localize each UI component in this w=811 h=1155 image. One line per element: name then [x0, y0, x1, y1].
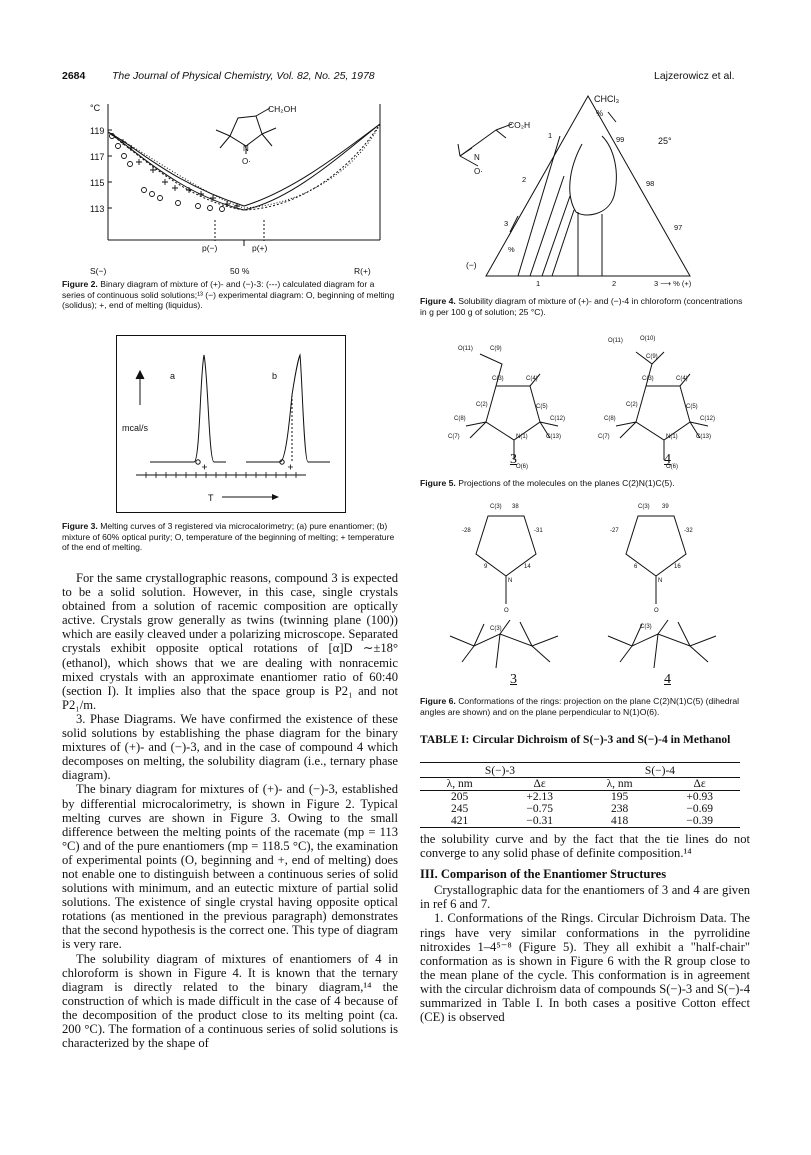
- svg-text:2: 2: [522, 175, 527, 184]
- svg-text:%: %: [596, 109, 604, 118]
- temperature-label: 25°: [658, 136, 672, 146]
- paragraph: 3. Phase Diagrams. We have confirmed the existence of these solid solutions by establishing the phase diagram for the binary mixtures of (+)- and (−)-3, and in the case of compound 4 which decomposes on melting, the solubility diagram (i.e., ternary phase diagram).: [62, 711, 398, 783]
- svg-text:-32: -32: [684, 528, 693, 534]
- svg-text:3 ⟶ % (+): 3 ⟶ % (+): [654, 279, 692, 288]
- svg-text:C(3): C(3): [490, 626, 502, 632]
- n-label: N: [243, 144, 249, 153]
- column-header: Δε: [533, 778, 546, 790]
- svg-text:O(11): O(11): [458, 346, 473, 352]
- ring-3: [486, 386, 540, 440]
- svg-text:1: 1: [536, 279, 541, 288]
- curve-b-label: b: [272, 371, 278, 381]
- column-header: λ, nm: [606, 778, 633, 790]
- column-header: λ, nm: [446, 778, 473, 790]
- svg-text:9: 9: [484, 564, 488, 570]
- figure-5-projections: [440, 328, 740, 476]
- x-mid-label: 50 %: [230, 266, 250, 276]
- svg-text:O(6): O(6): [516, 464, 528, 470]
- svg-text:3: 3: [504, 219, 509, 228]
- figure-6-compound-3: 3: [510, 672, 517, 687]
- figure-4-solubility-diagram: [418, 86, 754, 294]
- solidus-curve: [108, 124, 380, 210]
- svg-text:14: 14: [524, 564, 531, 570]
- svg-text:38: 38: [512, 504, 519, 510]
- compound-3-number: 3: [510, 452, 517, 467]
- p-minus-label: p(−): [202, 243, 218, 253]
- paragraph: the solubility curve and by the fact that the tie lines do not converge to any solid phase of definite composition.¹⁴: [420, 832, 750, 861]
- ring-4: [636, 386, 690, 440]
- svg-text:%: %: [508, 245, 515, 254]
- svg-text:N: N: [508, 578, 513, 584]
- compound-4-number: 4: [664, 452, 671, 467]
- svg-text:C(3): C(3): [640, 624, 652, 630]
- paragraph: The binary diagram for mixtures of (+)- and (−)-3, established by differential microcalorimetry, is shown in Figure 2. Typical melting curves are shown in Figure 3. Owing to the small difference between the melting points of the racemate (mp = 113 °C) and of the pure enantiomers (mp = 118.5 °C), the examination of experimental points (O, beginning and +, end of melting) does not enable one to distinguish between a continuous series of solid solutions with minimum, and an eutectic mixture of partial solid solutions. The existence of single crystal having opposite optical rotations (as mentioned in the previous paragraph) demonstrates that the second hypothesis is the correct one. This type of diagram is very rare.: [62, 782, 398, 952]
- running-author: Lajzerowicz et al.: [654, 70, 735, 82]
- paragraph: Crystallographic data for the enantiomers of 3 and 4 are given in ref 6 and 7.: [420, 883, 750, 912]
- table-row: 245 −0.75 238 −0.69: [451, 803, 713, 815]
- y-tick: 115: [90, 178, 105, 188]
- svg-text:C(3): C(3): [638, 504, 650, 510]
- chcl3-label: CHCl₃: [594, 94, 620, 104]
- curve-b: [246, 355, 330, 462]
- svg-text:C(7): C(7): [598, 434, 610, 440]
- svg-text:C(4): C(4): [526, 376, 538, 382]
- figure-3-caption: Figure 3. Melting curves of 3 registered via microcalorimetry; (a) pure enantiomer; (b) mixture of 60% optical purity; O, temperature of the beginning of melting; + temperature of the end of melting.: [62, 521, 395, 552]
- svg-text:-27: -27: [610, 528, 619, 534]
- svg-text:C(2): C(2): [476, 402, 488, 408]
- svg-text:C(8): C(8): [604, 416, 616, 422]
- svg-text:C(7): C(7): [448, 434, 460, 440]
- svg-text:99: 99: [616, 135, 625, 144]
- section-heading: III. Comparison of the Enantiomer Structures: [420, 867, 667, 882]
- x-axis-label: T: [208, 493, 214, 503]
- svg-text:O·: O·: [474, 167, 483, 176]
- y-axis-label: mcal/s: [122, 423, 149, 433]
- svg-text:2: 2: [612, 279, 617, 288]
- svg-text:N: N: [658, 578, 663, 584]
- svg-text:C(5): C(5): [686, 404, 698, 410]
- svg-text:C(13): C(13): [546, 434, 562, 440]
- svg-text:N(1): N(1): [666, 434, 678, 440]
- svg-text:N: N: [474, 153, 480, 162]
- y-tick: 117: [90, 152, 105, 162]
- table-row: 421 −0.31 418 −0.39: [420, 815, 740, 828]
- solubility-curve: [570, 136, 617, 215]
- p-plus-label: p(+): [252, 243, 268, 253]
- svg-text:C(8): C(8): [454, 416, 466, 422]
- column-header: Δε: [693, 778, 706, 790]
- figure-6-conformations: [440, 496, 740, 696]
- paragraph: The solubility diagram of mixtures of enantiomers of 4 in chloroform is shown in Figure 4. It is known that the ternary diagram is directly related to the binary diagram,¹⁴ the construction of which is made difficult in the case of 4 because of the decomposition of the product close to its melting point (ca. 200 °C). The formation of a continuous series of solid solutions is characterized by the shape of: [62, 951, 398, 1051]
- calculated-curve: [108, 124, 380, 210]
- svg-text:C(12): C(12): [550, 416, 566, 422]
- svg-text:N(1): N(1): [516, 434, 528, 440]
- svg-text:C(9): C(9): [646, 354, 658, 360]
- svg-text:C(3): C(3): [642, 376, 654, 382]
- svg-text:C(3): C(3): [490, 504, 502, 510]
- svg-text:C(12): C(12): [700, 416, 716, 422]
- svg-text:-28: -28: [462, 528, 471, 534]
- table-row: 205 +2.13 195 +0.93: [451, 791, 713, 803]
- figure-5-caption: Figure 5. Projections of the molecules on the planes C(2)N(1)C(5).: [420, 478, 675, 488]
- svg-text:97: 97: [674, 223, 683, 232]
- curve-a: [150, 355, 226, 462]
- svg-text:C(13): C(13): [696, 434, 712, 440]
- x-left-label: S(−): [90, 266, 107, 276]
- svg-text:39: 39: [662, 504, 669, 510]
- curve-a-label: a: [170, 371, 176, 381]
- left-vertex-label: (−): [466, 260, 477, 270]
- svg-text:O: O: [504, 608, 509, 614]
- svg-text:C(9): C(9): [490, 346, 502, 352]
- svg-text:C(5): C(5): [536, 404, 548, 410]
- svg-text:1: 1: [548, 131, 553, 140]
- figure-2-binary-diagram: [60, 90, 400, 278]
- svg-text:16: 16: [674, 564, 681, 570]
- table-1: [420, 762, 740, 828]
- svg-text:O(10): O(10): [640, 336, 656, 342]
- svg-text:C(4): C(4): [676, 376, 688, 382]
- page-number: 2684: [62, 70, 86, 82]
- paragraph: For the same crystallographic reasons, compound 3 is expected to be a solid solution. However, in this case, single crystals obtained from a solution of racemic composition are optically active. Crystals grow generally as twins (twinning plane (100)) which are easily cleaved under a polarizing microscope. Separated crystals exhibit opposite optical rotations of [α]D ∼±18° (ethanol), which shows that we are dealing with nonracemic mixed crystals with an approximate enantiomer ratio of 60:40 (section I). It implies also that the space group is P2₁ and not P2₁/m.: [62, 571, 398, 712]
- svg-text:O: O: [654, 608, 659, 614]
- svg-text:C(3): C(3): [492, 376, 504, 382]
- svg-text:C(2): C(2): [626, 402, 638, 408]
- figure-4-caption: Figure 4. Solubility diagram of mixture of (+)- and (−)-4 in chloroform (concentrations in g per 100 g of solution; 25 °C).: [420, 296, 743, 317]
- paragraph: 1. Conformations of the Rings. Circular Dichroism Data. The rings have very similar conformations in the pyrrolidine nitroxides 1–4⁵⁻⁸ (Figure 5). They all exhibit a "half-chair" conformation as is shown in Figure 6 with the R group close to the mean plane of the cycle. This conformation is in agreement with the circular dichroism data of compounds S(−)-3 and S(−)-4 summarized in Table I. In both cases a positive Cotton effect (CE) is observed: [420, 911, 750, 1025]
- group-header: S(−)-4: [580, 763, 740, 778]
- svg-text:98: 98: [646, 179, 655, 188]
- svg-text:O(6): O(6): [666, 464, 678, 470]
- co2h-label: CO₂H: [508, 120, 531, 130]
- figure-6-caption: Figure 6. Conformations of the rings: projection on the plane C(2)N(1)C(5) (dihedral angles are shown) and on the plane perpendicular to N(1)O(6).: [420, 696, 740, 717]
- svg-text:-31: -31: [534, 528, 543, 534]
- table-1-title: TABLE I: Circular Dichroism of S(−)-3 and S(−)-4 in Methanol: [420, 734, 731, 746]
- body-text-left: [62, 571, 398, 1050]
- group-header: S(−)-3: [420, 763, 580, 778]
- figure-3-melting-curves: [116, 335, 346, 513]
- body-text-right: [420, 832, 750, 1024]
- svg-text:O(11): O(11): [608, 338, 623, 344]
- figure-2-caption: Figure 2. Binary diagram of mixture of (+)- and (−)-3: (---) calculated diagram for a series of continuous solid solutions;¹³ (−) experimental diagram: O, beginning of melting (solidus); +, end of melting (liquidus).: [62, 279, 395, 310]
- svg-text:6: 6: [634, 564, 638, 570]
- y-unit: °C: [90, 103, 101, 113]
- figure-6-compound-4: 4: [664, 672, 671, 687]
- x-right-label: R(+): [354, 266, 371, 276]
- ch2oh-label: CH₂OH: [268, 104, 297, 114]
- y-tick: 113: [90, 204, 105, 214]
- journal-title: The Journal of Physical Chemistry, Vol. 82, No. 25, 1978: [112, 70, 375, 82]
- o-label: O·: [242, 157, 251, 166]
- y-tick: 119: [90, 126, 105, 136]
